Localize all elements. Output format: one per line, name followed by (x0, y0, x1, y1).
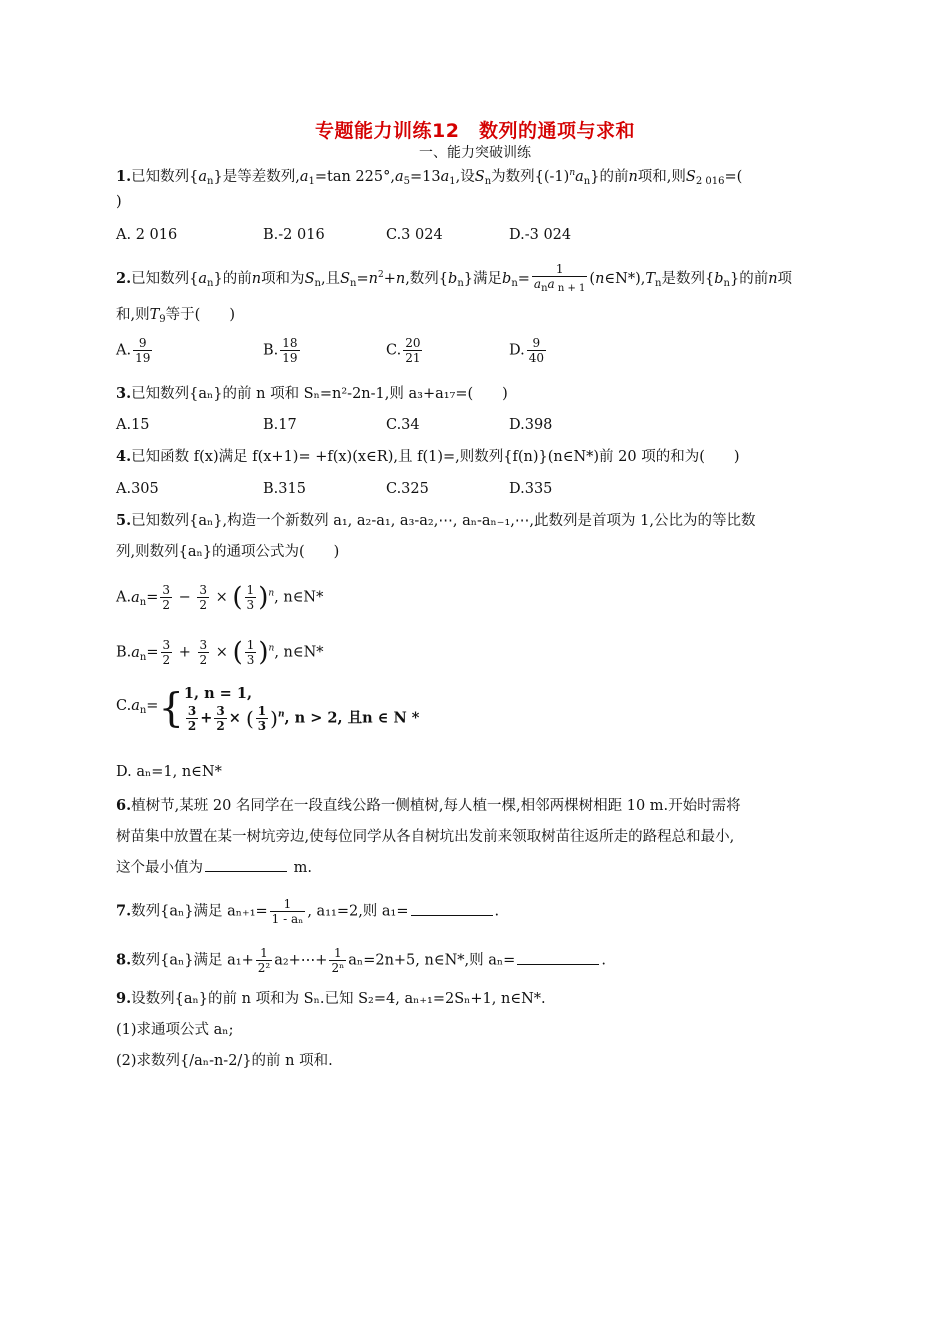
q7-text: , a₁₁=2,则 a₁= (307, 903, 409, 920)
q8-text: aₙ=2n+5, n∈N*,则 aₙ= (348, 952, 516, 969)
question-number: 6. (116, 797, 132, 814)
fraction-denominator: 2 (162, 653, 171, 667)
fraction-numerator: 9 (138, 336, 147, 350)
q2-text: = (517, 271, 530, 287)
question-number: 5. (116, 512, 132, 529)
q9-text: 设数列{aₙ}的前 n 项和为 Sₙ.已知 S₂=4, aₙ₊₁=2Sₙ+1, n∈N*. (131, 991, 546, 1007)
q6-text: 植树节,某班 20 名同学在一段直线公路一侧植树,每人植一棵,相邻两棵树相距 10 m.开始时需将 (131, 798, 741, 814)
q6-text: 这个最小值为 (116, 860, 203, 876)
page-title: 专题能力训练12 数列的通项与求和 (315, 120, 635, 142)
fraction-numerator: 3 (216, 704, 225, 718)
answer-blank[interactable] (205, 857, 287, 872)
q2-text: 项 (777, 271, 793, 287)
q5-text: 已知数列{aₙ},构造一个新数列 a₁, a₂-a₁, a₃-a₂,⋯, aₙ-aₙ₋₁,⋯,此数列是首项为 1,公比为的等比数 (131, 513, 756, 529)
q2-continuation: 和,则$T_9$等于( ) (116, 307, 235, 325)
q6-line-3 (116, 857, 312, 878)
question-2: 2.已知数列$\{a_n\}$的前n项和为$S_n$,且$S_n=n^2+n$,数列$\{b_n\}$满足$b_n=$ $\frac{1}{a_na _{n + 1}}$ $(n\in N*),T_n$是数列$\{b_n\}$的前n项 (116, 262, 793, 294)
fraction-denominator: 2 (199, 598, 208, 612)
q9-part-2: (2)求数列{/aₙ-n-2/}的前 n 项和. (116, 1053, 333, 1069)
question-number: 8. (116, 951, 132, 969)
q8-text: . (601, 952, 606, 969)
fraction-numerator: 1 (246, 583, 255, 597)
fraction-numerator: 18 (282, 336, 298, 350)
fraction-numerator: 1 (555, 262, 564, 276)
q5-option-b[interactable]: $B.a_n=$ $\frac{3}{2}$ + $\frac{3}{2}$ × ( $\frac{1}{3}$ )$^n$, n∈N* (116, 637, 324, 668)
fraction-denominator: 2 (187, 719, 197, 733)
q5-tail: , n∈N* (274, 589, 324, 606)
case-line-2: $\frac{3}{2}$ + $\frac{3}{2}$ × ( $\frac{1}{3}$ )$^n$, n > 2, 且n ∈ N * (187, 704, 420, 733)
option-label: D. (509, 342, 525, 359)
question-5 (116, 511, 755, 531)
fraction-numerator: 20 (405, 336, 421, 350)
q2-text: 和,则 (116, 307, 150, 323)
option-label: C. (386, 342, 402, 359)
q1-text: =13 (410, 169, 441, 185)
q5-tail: , n∈N* (274, 644, 324, 661)
q2-text: ,数列{ (405, 271, 449, 287)
q2-text: }满足 (463, 271, 503, 287)
answer-blank[interactable] (411, 901, 493, 916)
q3-option-c[interactable]: C.34 (386, 417, 420, 433)
q3-option-a[interactable]: A.15 (116, 417, 150, 433)
fraction-numerator: 3 (162, 583, 170, 597)
question-9 (116, 989, 546, 1009)
fraction-numerator: 1 (260, 946, 268, 960)
section-heading: 一、能力突破训练 (419, 145, 531, 161)
question-7 (116, 897, 499, 926)
q1-text: =( (724, 169, 743, 185)
q2-text: + (383, 271, 396, 287)
q2-text: 项和为 (261, 271, 305, 287)
fraction-denominator: 2 (216, 719, 225, 733)
fraction-numerator: 1 (257, 704, 267, 718)
q2-text: ( (589, 271, 596, 287)
q1-option-d[interactable]: D.-3 024 (509, 227, 572, 243)
fraction-numerator: 3 (199, 583, 208, 597)
q4-option-c[interactable]: C.325 (386, 481, 429, 497)
q4-option-d[interactable]: D.335 (509, 481, 553, 497)
fraction-denominator: 2ⁿ (331, 961, 345, 975)
fraction-numerator: 1 (334, 946, 342, 960)
q1-text: 已知数列{ (131, 169, 199, 185)
q1-text: }是等差数列, (213, 169, 300, 185)
fraction-denominator: 3 (246, 598, 255, 612)
answer-blank[interactable] (517, 950, 599, 965)
question-3 (116, 384, 508, 404)
case-line-1: 1, n = 1, (183, 685, 253, 702)
question-number: 2. (116, 270, 132, 287)
q5-continuation: 列,则数列{aₙ}的通项公式为( ) (116, 544, 340, 560)
fraction-numerator: 9 (532, 336, 541, 350)
left-brace: { (158, 685, 184, 732)
fraction-denominator: 2² (257, 961, 271, 975)
q1-text: =tan 225°, (314, 169, 395, 185)
question-number: 4. (116, 448, 132, 465)
q2-text: }的前 (729, 271, 769, 287)
q2-option-b[interactable] (263, 336, 302, 365)
question-number: 9. (116, 990, 132, 1007)
fraction-numerator: 3 (187, 704, 197, 718)
q6-line-2: 树苗集中放置在某一树坑旁边,使每位同学从各自树坑出发前来领取树苗往返所走的路程总和最小, (116, 829, 735, 845)
fraction-denominator: 2 (199, 653, 208, 667)
fraction-denominator: 3 (257, 719, 267, 733)
q6-text: m. (289, 860, 312, 876)
option-label: A. (116, 342, 132, 359)
question-number: 1. (116, 168, 132, 185)
option-label: B. (263, 342, 279, 359)
q4-text: 已知函数 f(x)满足 f(x+1)= +f(x)(x∈R),且 f(1)=,则数列{f(n)}(n∈N*)前 20 项的和为( ) (131, 449, 740, 465)
q7-text: . (494, 903, 500, 920)
q3-option-d[interactable]: D.398 (509, 417, 553, 433)
fraction-numerator: 3 (199, 638, 208, 652)
q7-text: 数列{aₙ}满足 aₙ₊₁= (131, 903, 268, 920)
q2-text: ∈N*), (604, 271, 646, 287)
q3-text: 已知数列{aₙ}的前 n 项和 Sₙ=n²-2n-1,则 a₃+a₁₇=( ) (131, 386, 508, 402)
q2-option-d[interactable] (509, 336, 548, 365)
fraction-denominator: 2 (162, 598, 170, 612)
q9-part-1: (1)求通项公式 aₙ; (116, 1022, 234, 1038)
q2-text: }的前 (213, 271, 252, 287)
fraction-numerator: 3 (162, 638, 171, 652)
q2-option-c[interactable] (386, 336, 424, 365)
fraction-numerator: 1 (283, 897, 292, 911)
fraction: $\frac{1}{a_na _{n + 1}}$ (533, 262, 586, 294)
fraction-denominator: 21 (405, 351, 421, 365)
q1-option-b[interactable]: B.-2 016 (263, 227, 325, 243)
question-number: 3. (116, 385, 132, 402)
fraction-denominator: 40 (528, 351, 544, 365)
fraction-denominator: 19 (282, 351, 298, 365)
q2-text: 是数列{ (661, 271, 715, 287)
question-number: 7. (116, 902, 132, 920)
fraction-denominator: 1 - aₙ (271, 912, 304, 926)
fraction-numerator: 1 (246, 638, 255, 652)
q8-text: a₂+⋯+ (274, 952, 328, 969)
question-6 (116, 796, 741, 816)
q1-text: }的前 (590, 169, 629, 185)
q1-text: 为数列{(-1) (491, 169, 570, 185)
q4-option-b[interactable]: B.315 (263, 481, 306, 497)
q5-option-d[interactable]: D. aₙ=1, n∈N* (116, 764, 222, 780)
q5-option-c[interactable]: $C.a_n=${ 1, n = 1, $\frac{3}{2}$ + $\frac{3}{2}$ × ( $\frac{1}{3}$ )$^n$, n > 2, 且n ∈ N * (116, 685, 420, 733)
q3-option-b[interactable]: B.17 (263, 417, 297, 433)
q2-option-a[interactable] (116, 336, 154, 365)
fraction-denominator: 19 (135, 351, 151, 365)
q1-subscript: 2 016 (695, 176, 725, 187)
question-1: 1.已知数列$\{a_n\}$是等差数列$,a_1=\tan$ $225^\circ,a_5=13a_1$,设$S_n$为数列$\{(-1)^na_n\}$的前n项和,则$S_{2 016}=$( (116, 168, 743, 187)
q1-option-a[interactable]: A. 2 016 (116, 227, 178, 243)
option-label: A. (116, 589, 132, 606)
q2-text: ,且 (320, 271, 341, 287)
q8-text: 数列{aₙ}满足 a₁+ (131, 952, 254, 969)
case-tail: , n > 2, 且n ∈ N * (284, 709, 420, 727)
q4-option-a[interactable]: A.305 (116, 481, 159, 497)
option-label: C. (116, 698, 132, 714)
q2-text: 已知数列{ (131, 271, 199, 287)
q2-text: = (356, 271, 369, 287)
q5-option-a[interactable]: $A.a_n=$ $\frac{3}{2}$ − $\frac{3}{2}$ × ( $\frac{1}{3}$ )$^n$, n∈N* (116, 582, 324, 613)
q1-option-c[interactable]: C.3 024 (386, 227, 443, 243)
q1-text: 项和,则 (637, 169, 686, 185)
fraction-denominator: 3 (246, 653, 255, 667)
q1-text: ,设 (455, 169, 475, 185)
question-4 (116, 447, 740, 467)
option-label: B. (116, 644, 132, 661)
q1-continuation: ) (116, 194, 122, 210)
q2-text: 等于( ) (165, 307, 235, 323)
question-8 (116, 946, 606, 975)
